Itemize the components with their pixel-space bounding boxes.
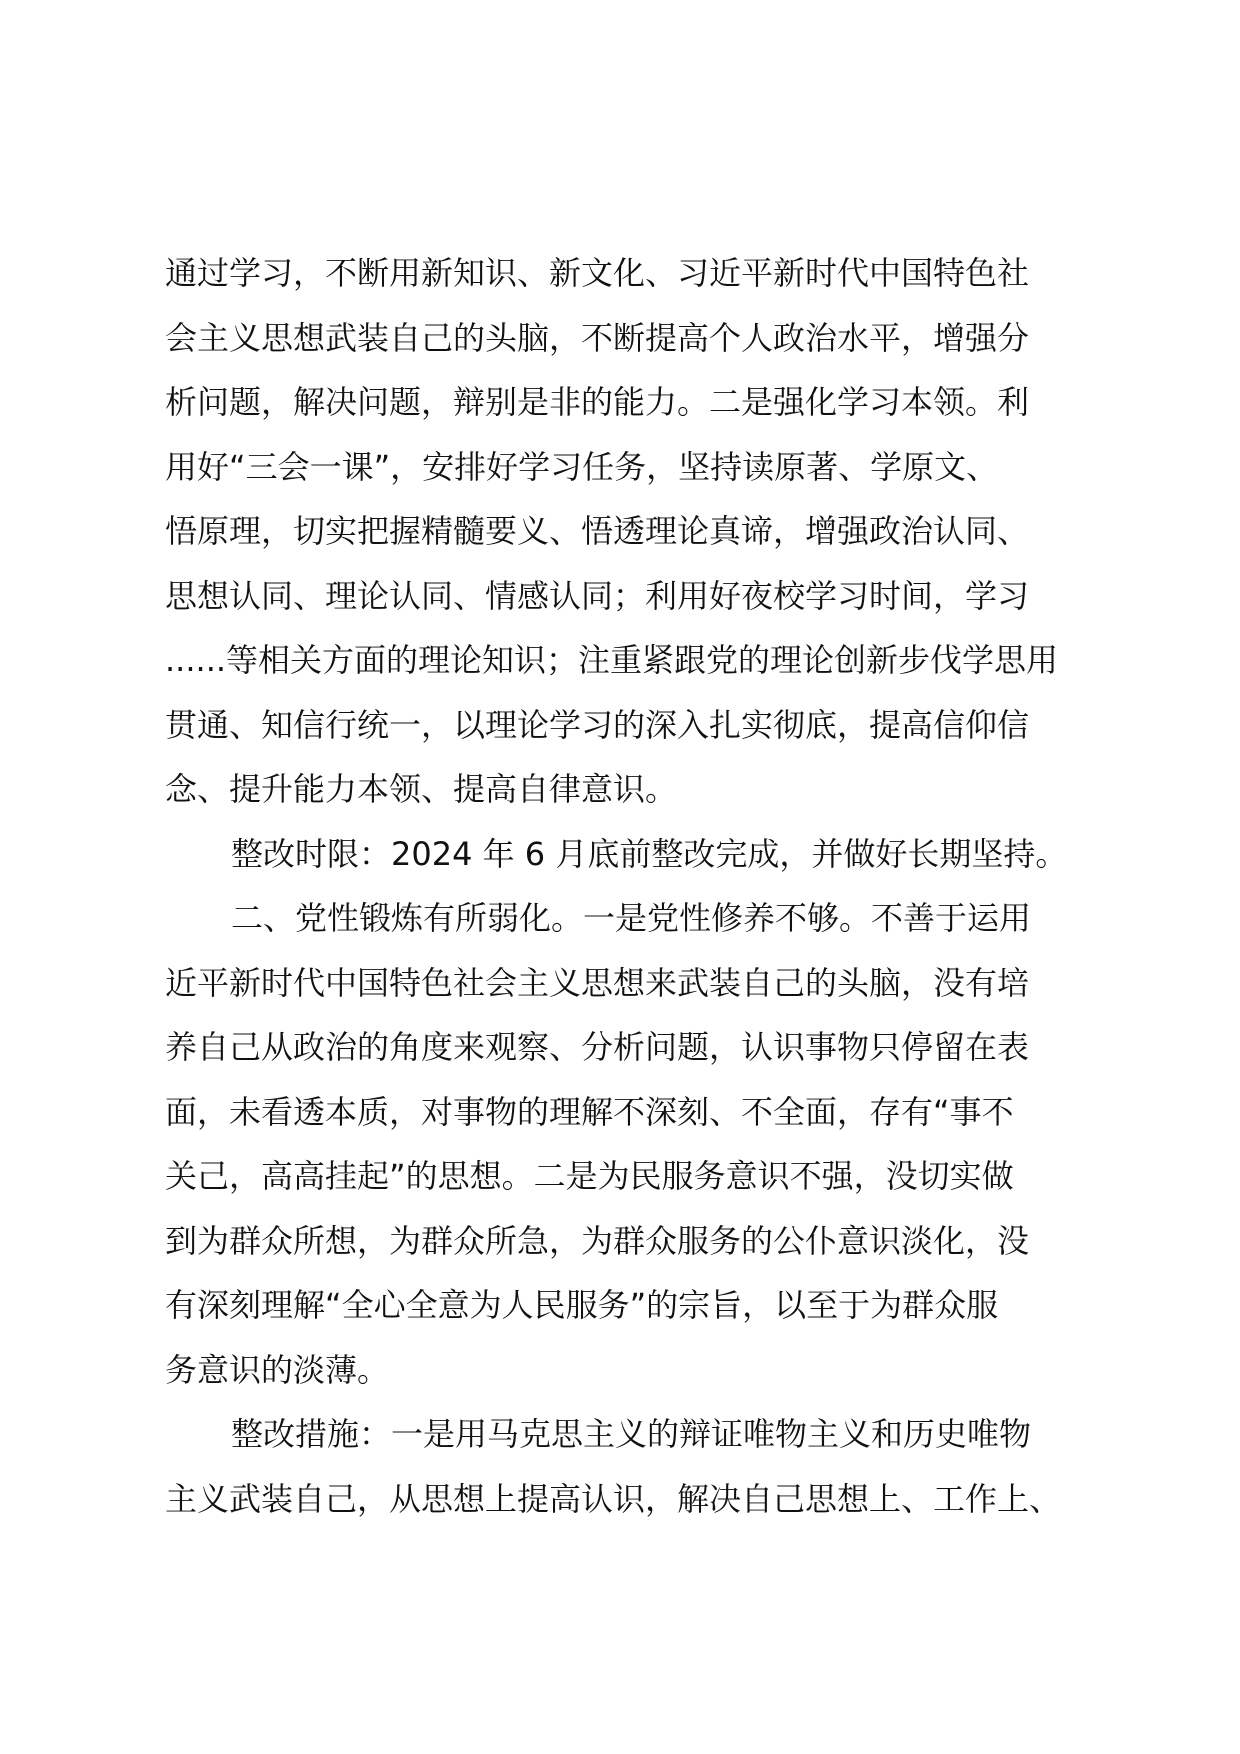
document-body — [165, 241, 1090, 1531]
text-line: 会主义思想武装自己的头脑，不断提高个人政治水平，增强分 — [165, 318, 1030, 357]
text-line: 悟原理，切实把握精髓要义、悟透理论真谛，增强政治认同、 — [165, 512, 1030, 550]
text-line: 面，未看透本质，对事物的理解不深刻、不全面，存有“事不 — [165, 1092, 1014, 1131]
text-line: 念、提升能力本领、提高自律意识。 — [165, 770, 678, 808]
paragraph-rectification-deadline: 整改时限：2024 年 6 月底前整改完成，并做好长期坚持。 — [231, 834, 1068, 873]
text-line: 务意识的淡薄。 — [165, 1350, 390, 1389]
text-line: 到为群众所想，为群众所急，为群众服务的公仆意识淡化，没 — [165, 1221, 1030, 1260]
text-line: 养自己从政治的角度来观察、分析问题，认识事物只停留在表 — [165, 1028, 1030, 1066]
text-line: 主义武装自己，从思想上提高认识，解决自己思想上、工作上、 — [165, 1479, 1062, 1518]
text-line: 思想认同、理论认同、情感认同；利用好夜校学习时间，学习 — [165, 576, 1030, 615]
paragraph-rectification-measures-line: 整改措施：一是用马克思主义的辩证唯物主义和历史唯物 — [231, 1415, 1032, 1453]
text-line: 析问题，解决问题，辩别是非的能力。二是强化学习本领。利 — [165, 383, 1030, 421]
text-line: 关己，高高挂起”的思想。二是为民服务意识不强，没切实做 — [165, 1157, 1014, 1195]
text-line: 通过学习，不断用新知识、新文化、习近平新时代中国特色社 — [165, 254, 1030, 292]
text-line: 用好“三会一课”，安排好学习任务，坚持读原著、学原文、 — [165, 447, 999, 486]
text-line: 近平新时代中国特色社会主义思想来武装自己的头脑，没有培 — [165, 963, 1030, 1002]
text-line: 贯通、知信行统一，以理论学习的深入扎实彻底，提高信仰信 — [165, 705, 1030, 744]
text-line: 有深刻理解“全心全意为人民服务”的宗旨，以至于为群众服 — [165, 1286, 999, 1324]
paragraph-party-spirit-heading-line: 二、党性锻炼有所弱化。一是党性修养不够。不善于运用 — [231, 899, 1032, 937]
text-line: ......等相关方面的理论知识；注重紧跟党的理论创新步伐学思用 — [165, 641, 1059, 679]
